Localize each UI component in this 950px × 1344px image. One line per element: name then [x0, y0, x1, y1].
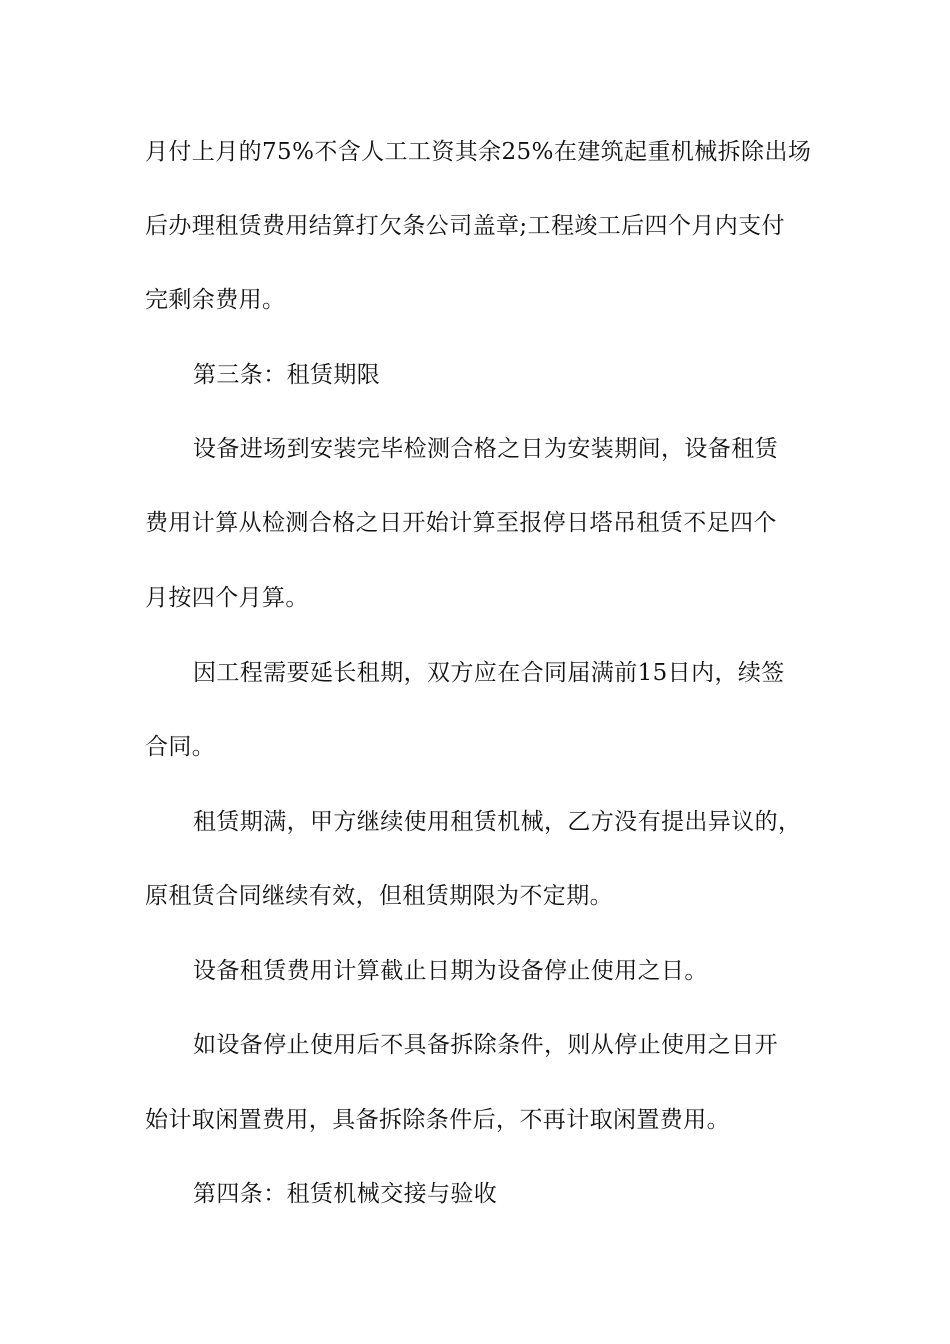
paragraph-line: 始计取闲置费用，具备拆除条件后，不再计取闲置费用。	[145, 1107, 730, 1133]
paragraph-line: 因工程需要延长租期，双方应在合同届满前15日内，续签	[193, 660, 785, 686]
paragraph-line: 月付上月的75%不含人工工资其余25%在建筑起重机械拆除出场	[145, 139, 812, 165]
paragraph-line: 设备租赁费用计算截止日期为设备停止使用之日。	[193, 958, 708, 984]
paragraph-line: 费用计算从检测合格之日开始计算至报停日塔吊租赁不足四个	[145, 510, 777, 536]
paragraph-line: 原租赁合同继续有效，但租赁期限为不定期。	[145, 883, 613, 909]
paragraph-line: 月按四个月算。	[145, 585, 309, 611]
paragraph-line: 如设备停止使用后不具备拆除条件，则从停止使用之日开	[193, 1032, 778, 1058]
paragraph-line: 合同。	[145, 734, 216, 760]
paragraph-line: 设备进场到安装完毕检测合格之日为安装期间，设备租赁	[193, 436, 778, 462]
section-heading: 第三条：租赁期限	[193, 362, 381, 388]
section-heading: 第四条：租赁机械交接与验收	[193, 1181, 498, 1207]
paragraph-line: 后办理租赁费用结算打欠条公司盖章;工程竣工后四个月内支付	[145, 213, 785, 239]
paragraph-line: 完剩余费用。	[145, 287, 286, 313]
paragraph-line: 租赁期满，甲方继续使用租赁机械，乙方没有提出异议的，	[193, 809, 802, 835]
